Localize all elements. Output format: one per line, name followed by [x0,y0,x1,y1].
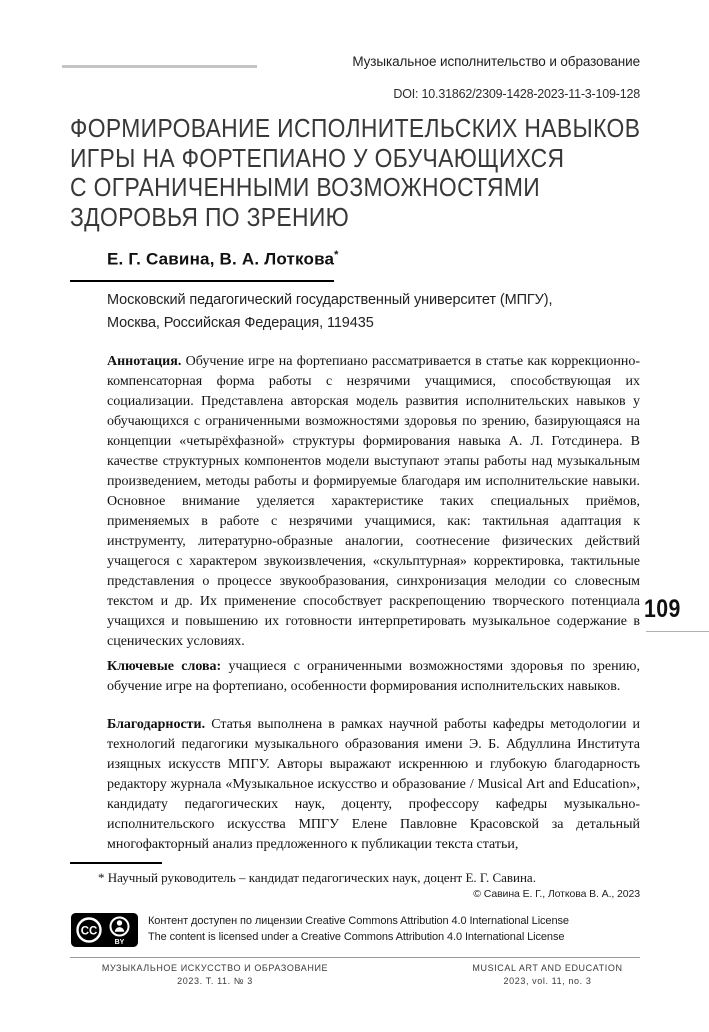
affiliation-line: Москва, Российская Федерация, 119435 [107,314,374,331]
license-block [70,910,640,945]
footnote-marker: * [98,870,105,885]
acknowledgments-paragraph [107,715,640,855]
footer-journal-title-en: MUSICAL ART AND EDUCATION [472,963,623,973]
authors-line [107,249,339,270]
article-title-line: ИГРЫ НА ФОРТЕПИАНО У ОБУЧАЮЩИХСЯ [70,142,565,173]
abstract-paragraph [107,352,640,652]
footer-issue-ru: 2023. Т. 11. № 3 [177,976,253,986]
authors-underline [70,280,334,282]
article-title-line: ФОРМИРОВАНИЕ ИСПОЛНИТЕЛЬСКИХ НАВЫКОВ [70,113,641,143]
acknowledgments-text: Статья выполнена в рамках научной работы кафедры методологии и технологий педагогики музыкального образования имени Э. Б. Абдуллина Института изящных искусств МПГУ. Авторы выражают искреннюю и глубокую благодарность редактору журнала «Музыкальное искусство и образование / Musical Art and Education», кандидату педагогических наук, доценту, профессору кафедры музыкально-исполнительского искусства МПГУ Елене Павловне Красовской за детальный многофакторный анализ предложенного к публикации текста статьи, [107,717,640,852]
footnote [70,869,640,886]
footer-journal-en [455,962,640,988]
affiliation-line: Московский педагогический государственный университет (МПГУ), [107,292,553,308]
abstract-text: Обучение игре на фортепиано рассматривается в статье как коррекционно-компенсаторная форма работы с незрячими учащимися, способствующая их социализации. Представлена авторская модель развития исполнительских навыков у обучающихся с ограниченными возможностями здоровья по зрению, базирующаяся на концепции «четырёхфазной» структуры формирования навыка А. Л. Готсдинера. В качестве структурных компонентов модели выступают этапы работы над музыкальным произведением, методы работы и формируемые благодаря им исполнительские навыки. Основное внимание уделяется характеристике таких специальных приёмов, применяемых в работе с незрячими учащимися, как: тактильная адаптация к инструменту, литературно-образные аналогии, соотнесение физических действий учащегося с характером звукоизвлечения, «скульптурная» корректировка, тактильные представления о процессе звукообразования, синхронизация мелодии со словесным текстом и др. Их применение способствует раскрепощению творческого потенциала учащихся и повышению их готовности интерпретировать музыкальное содержание в сценических условиях. [107,354,641,649]
copyright-notice: © Савина Е. Г., Лоткова В. А., 2023 [473,888,640,900]
license-text [148,910,640,945]
acknowledgments-label: Благодарности. [107,717,206,732]
svg-text:CC: CC [80,925,98,938]
license-line-ru: Контент доступен по лицензии Creative Commons Attribution 4.0 International License [148,915,569,927]
keywords-paragraph [107,657,640,697]
article-title-line: ЗДОРОВЬЯ ПО ЗРЕНИЮ [70,201,350,232]
footer-journal-ru [70,962,360,988]
doi-text: DOI: 10.31862/2309-1428-2023-11-3-109-128 [393,87,640,101]
page-number: 109 [644,595,681,623]
keywords-text: учащиеся с ограниченными возможностями здоровья по зрению, обучение игре на фортепиано, особенности формирования исполнительских навыков. [107,659,641,694]
license-line-en: The content is licensed under a Creative Commons Attribution 4.0 International License [148,930,565,943]
abstract-label: Аннотация. [107,354,182,369]
cc-by-license-icon [71,913,138,947]
footnote-text: Научный руководитель – кандидат педагогических наук, доцент Е. Г. Савина. [107,870,536,885]
article-title-line: С ОГРАНИЧЕННЫМИ ВОЗМОЖНОСТЯМИ [70,172,541,202]
authors-names: Е. Г. Савина, В. А. Лоткова [107,249,335,269]
footer-journal-title-ru: МУЗЫКАЛЬНОЕ ИСКУССТВО И ОБРАЗОВАНИЕ [101,963,329,973]
footer-rule [70,957,640,958]
journal-section-header: Музыкальное исполнительство и образование [352,54,640,69]
footnote-rule [70,862,162,864]
page-number-rule [646,631,709,632]
footer-issue-en: 2023, vol. 11, no. 3 [503,976,592,986]
article-title [70,114,651,232]
keywords-label: Ключевые слова: [107,659,222,674]
authors-footnote-marker: * [334,249,339,261]
affiliation [107,289,640,334]
svg-text:BY: BY [114,939,125,946]
